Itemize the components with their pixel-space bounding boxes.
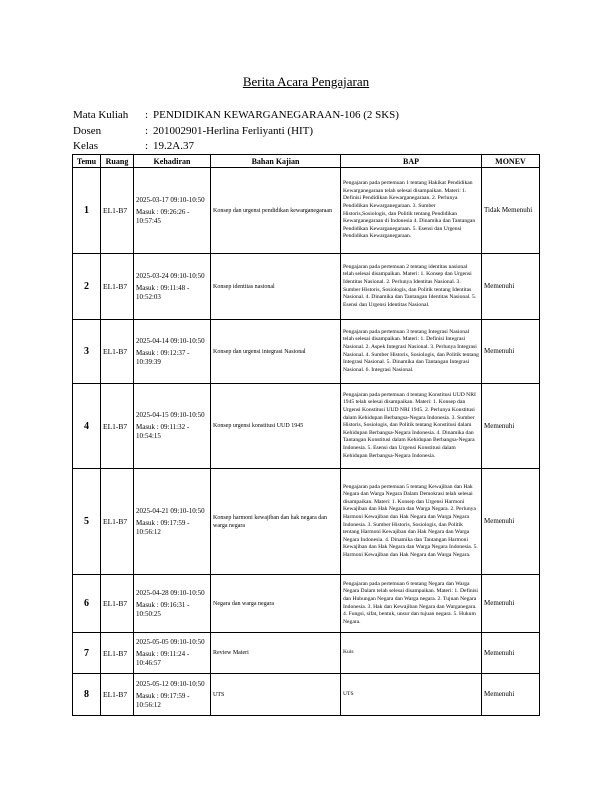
schedule-time: 2025-05-12 09:10-10:50: [136, 679, 205, 688]
ruang-cell: EL1-B7: [101, 254, 134, 320]
ruang-cell: EL1-B7: [101, 575, 134, 633]
temu-cell: 5: [73, 469, 101, 575]
monev-cell: Tidak Memenuhi: [482, 168, 540, 254]
bahan-kajian-cell: Negara dan warga negara: [211, 575, 341, 633]
temu-cell: 1: [73, 168, 101, 254]
teaching-record-table: [72, 154, 540, 716]
schedule-time: 2025-04-14 09:10-10:50: [136, 336, 205, 345]
meta-value: 201002901-Herlina Ferliyanti (HIT): [153, 125, 314, 137]
attendance-time: Masuk : 09:12:37 - 10:39:39: [136, 348, 190, 366]
attendance-time: Masuk : 09:16:31 - 10:50:25: [136, 600, 190, 618]
monev-cell: Memenuhi: [482, 575, 540, 633]
table-row: [73, 320, 540, 384]
header-monev: MONEV: [482, 155, 540, 168]
kehadiran-cell: [134, 320, 211, 384]
ruang-cell: EL1-B7: [101, 633, 134, 674]
temu-cell: 3: [73, 320, 101, 384]
temu-cell: 6: [73, 575, 101, 633]
table-row: [73, 168, 540, 254]
kehadiran-cell: [134, 168, 211, 254]
attendance-time: Masuk : 09:17:59 - 10:56:12: [136, 691, 190, 709]
temu-cell: 7: [73, 633, 101, 674]
meta-label: Dosen: [73, 125, 102, 137]
header-ruang: Ruang: [101, 155, 134, 168]
kehadiran-cell: [134, 254, 211, 320]
schedule-time: 2025-04-15 09:10-10:50: [136, 411, 205, 419]
schedule-time: 2025-03-24 09:10-10:50: [136, 271, 205, 280]
ruang-cell: EL1-B7: [101, 674, 134, 716]
bahan-kajian-cell: Review Materi: [211, 633, 341, 674]
header-kehadiran: Kehadiran: [134, 155, 211, 168]
kehadiran-cell: [134, 633, 211, 674]
monev-cell: Memenuhi: [482, 633, 540, 674]
monev-cell: Memenuhi: [482, 254, 540, 320]
kehadiran-cell: [134, 674, 211, 716]
ruang-cell: EL1-B7: [101, 384, 134, 469]
meta-value: PENDIDIKAN KEWARGANEGARAAN-106 (2 SKS): [153, 109, 399, 121]
kehadiran-cell: [134, 384, 211, 469]
attendance-time: Masuk : 09:11:32 - 10:54:15: [136, 423, 190, 440]
meta-row-lecturer: Dosen : 201002901-Herlina Ferliyanti (HIT): [73, 125, 314, 137]
table-row: [73, 384, 540, 469]
attendance-time: Masuk : 09:11:48 - 10:52:03: [136, 283, 190, 301]
schedule-time: 2025-03-17 09:10-10:50: [136, 195, 205, 204]
meta-row-course: Mata Kuliah : PENDIDIKAN KEWARGANEGARAAN-106 (2 SKS): [73, 109, 399, 121]
bap-cell: Pengajaran pada pertemuan 1 tentang Hakikat Pendidikan Kewarganegaraan telah selesai disampaikan. Materi: 1. Definisi Pendidikan Kewarganegaraan. 2. Perlunya Pendidikan Kewarganegaraan. 3. Sumber Historis,Sosiologis, dan Politik tentang Pendidikan Kewarganegaraan di Indonesia 4. Dinamika dan Tantangan Pendidikan Kewarganegaraan. 5. Esensi dan Urgensi Pendidikan Kewarganegaraan.: [341, 168, 482, 254]
table-row: [73, 674, 540, 716]
bap-cell: Pengajaran pada pertemuan 5 tentang Kewajiban dan Hak Negara dan Warga Negara Dalam Demokrasi telah selesai disampaikan. Materi: 1. Konsep dan Urgensi Harmoni Kewajiban dan Hak Negara dan Warga Negara. 2. Perlunya Harmoni Kewajiban dan Hak Negara dan Warga Negara Indonesia. 3. Sumber Historis, Sosiologis, dan Politik tentang Harmoni Kewajiban dan Hak Negara dan Warga Negara Indonesia. 4. Dinamika dan Tantangan Harmoni Kewajiban dan Hak Negara dan Warga Negara Indonesia. 5. Harmoni Kewajiban dan Hak Negara dan Warga Negara.: [341, 469, 482, 575]
schedule-time: 2025-04-28 09:10-10:50: [136, 588, 205, 597]
kehadiran-cell: [134, 575, 211, 633]
bap-cell: UTS: [341, 674, 482, 716]
table-row: [73, 254, 540, 320]
bahan-kajian-cell: UTS: [211, 674, 341, 716]
temu-cell: 8: [73, 674, 101, 716]
monev-cell: Memenuhi: [482, 469, 540, 575]
meta-label: Mata Kuliah: [73, 109, 129, 121]
monev-cell: Memenuhi: [482, 320, 540, 384]
attendance-time: Masuk : 09:17:59 - 10:56:12: [136, 518, 190, 536]
schedule-time: 2025-04-21 09:10-10:50: [136, 506, 205, 515]
monev-cell: Memenuhi: [482, 674, 540, 716]
ruang-cell: EL1-B7: [101, 168, 134, 254]
header-bahan-kajian: Bahan Kajian: [211, 155, 341, 168]
temu-cell: 4: [73, 384, 101, 469]
bahan-kajian-cell: Konsep harmoni kewajiban dan hak negara dan warga negara: [211, 469, 341, 575]
table-row: [73, 469, 540, 575]
ruang-cell: EL1-B7: [101, 320, 134, 384]
bahan-kajian-cell: Konsep dan urgensi pendidikan kewarganegaraan: [211, 168, 341, 254]
bahan-kajian-cell: Konsep identitas nasional: [211, 254, 341, 320]
bahan-kajian-cell: Konsep urgensi konstitusi UUD 1945: [211, 384, 341, 469]
table-header-row: [73, 155, 540, 168]
table-row: [73, 575, 540, 633]
attendance-time: Masuk : 09:11:24 - 10:46:57: [136, 650, 190, 667]
bap-cell: Pengajaran pada pertemuan 2 tentang identitas nasional telah selesai disampaikan. Materi: 1. Konsep dan Urgensi Identitas Nasional. 2. Perlunya Identitas Nasional. 3. Sumber Historis, Sosiologis, dan Politik tentang Identitas Nasional. 4. Dinamika dan Tantangan Identitas Nasional. 5. Esensi dan Urgensi Identitas Nasional.: [341, 254, 482, 320]
schedule-time: 2025-05-05 09:10-10:50: [136, 638, 205, 646]
bap-cell: Kuis: [341, 633, 482, 674]
document-title: Berita Acara Pengajaran: [242, 74, 370, 89]
bap-cell: Pengajaran pada pertemuan 3 tentang Integrasi Nasional telah selesai disampaikan. Materi: 1. Definisi Integrasi Nasional. 2. Aspek Integrasi Nasional. 3. Perlunya Integrasi Nasional. 4. Sumber Historis, Sosiologis, dan Politik tentang Integrasi Nasional. 5. Dinamika dan Tantangan Integrasi Nasional. 6. Integrasi Nasional.: [341, 320, 482, 384]
header-bap: BAP: [341, 155, 482, 168]
meta-label: Kelas: [73, 140, 99, 152]
temu-cell: 2: [73, 254, 101, 320]
table-row: [73, 633, 540, 674]
kehadiran-cell: [134, 469, 211, 575]
bahan-kajian-cell: Konsep dan urgensi integrasi Nasional: [211, 320, 341, 384]
attendance-time: Masuk : 09:26:26 - 10:57:45: [136, 207, 190, 225]
header-temu: Temu: [73, 155, 101, 168]
monev-cell: Memenuhi: [482, 384, 540, 469]
bap-cell: Pengajaran pada pertemuan 4 tentang Konstitusi UUD NRI 1945 telah selesai disampaikan. Materi: 1. Konsep dan Urgensi Konstitusi UUD NRI 1945. 2. Perlunya Konstitusi dalam Kehidupan Berbangsa-Negara Indonesia. 3. Sumber Historis, Sosiologis, dan Politik tentang Konstitusi dalam Kehidupan Berbangsa-Negara Indonesia. 4. Dinamika dan Tantangan Konstitusi dalam Kehidupan Berbangsa-Negara Indonesia. 5. Esensi dan Urgensi Konstitusi dalam Kehidupan Berbangsa-Negara Indonesia.: [341, 384, 482, 469]
meta-value: 19.2A.37: [153, 140, 194, 152]
bap-cell: Pengajaran pada pertemuan 6 tentang Negara dan Warga Negara Dalam telah selesai disampaikan. Materi: 1. Definisi dan Hubungan Negara dan Warga negara. 2. Tujuan Negara Indonesia. 3. Hak dan Kewajiban Negara dan Warganegara. 4. Fungsi, sifat, bentuk, unsur dan tujuan negara. 5. Hukum Negara.: [341, 575, 482, 633]
ruang-cell: EL1-B7: [101, 469, 134, 575]
meta-row-class: Kelas : 19.2A.37: [73, 140, 194, 152]
